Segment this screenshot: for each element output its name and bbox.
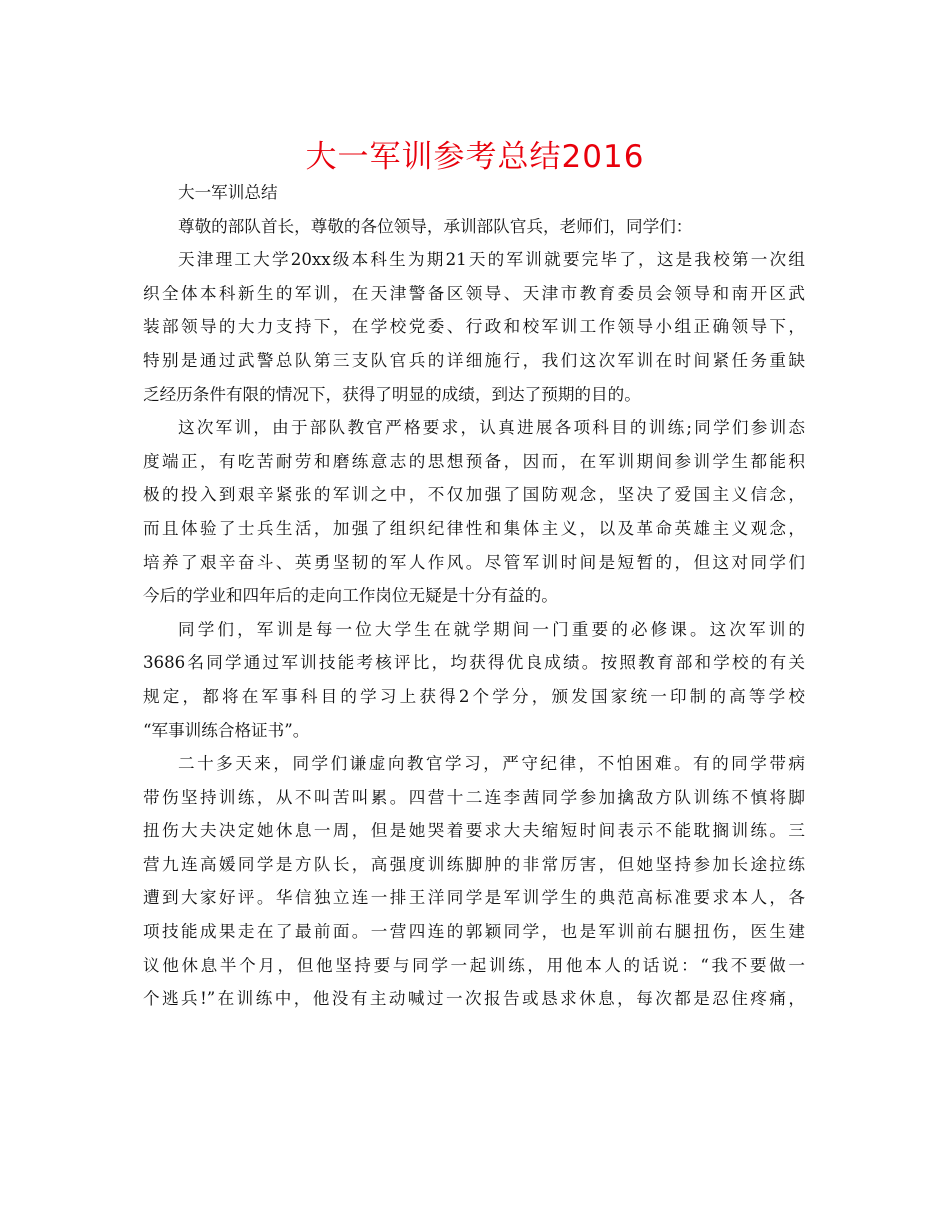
paragraph-line: 二十多天来，同学们谦虚向教官学习，严守纪律，不怕困难。有的同学带病	[178, 754, 805, 774]
paragraph-line: 项技能成果走在了最前面。一营四连的郭颖同学，也是军训前右腿扭伤，医生建	[143, 922, 805, 942]
paragraph-line: 极的投入到艰辛紧张的军训之中，不仅加强了国防观念，坚决了爱国主义信念，	[143, 485, 805, 505]
paragraph-line: 带伤坚持训练，从不叫苦叫累。四营十二连李茜同学参加擒敌方队训练不慎将脚	[143, 787, 805, 807]
paragraph-line: 个逃兵!”在训练中，他没有主动喊过一次报告或恳求休息，每次都是忍住疼痛，	[143, 989, 805, 1009]
document-title: 大一军训参考总结2016	[305, 139, 645, 175]
paragraph-line: 规定，都将在军事科目的学习上获得2个学分，颁发国家统一印制的高等学校	[143, 686, 805, 706]
paragraph-line: 3686名同学通过军训技能考核评比，均获得优良成绩。按照教育部和学校的有关	[143, 653, 805, 673]
paragraph-line: 装部领导的大力支持下，在学校党委、行政和校军训工作领导小组正确领导下，	[143, 317, 805, 337]
paragraph-line: 同学们，军训是每一位大学生在就学期间一门重要的必修课。这次军训的	[178, 619, 805, 639]
paragraph-line: 天津理工大学20xx级本科生为期21天的军训就要完毕了，这是我校第一次组	[178, 250, 805, 270]
paragraph-line: 扭伤大夫决定她休息一周，但是她哭着要求大夫缩短时间表示不能耽搁训练。三	[143, 821, 805, 841]
paragraph-line: 特别是通过武警总队第三支队官兵的详细施行，我们这次军训在时间紧任务重缺	[143, 350, 805, 370]
paragraph-line: 培养了艰辛奋斗、英勇坚韧的军人作风。尽管军训时间是短暂的，但这对同学们	[143, 552, 805, 572]
paragraph-line: 今后的学业和四年后的走向工作岗位无疑是十分有益的。	[143, 586, 558, 606]
paragraph-line: 议他休息半个月，但他坚持要与同学一起训练，用他本人的话说：“我不要做一	[143, 955, 805, 975]
paragraph-line: 这次军训，由于部队教官严格要求，认真进展各项科目的训练;同学们参训态	[178, 418, 805, 438]
paragraph-line: 而且体验了士兵生活，加强了组织纪律性和集体主义，以及革命英雄主义观念，	[143, 518, 805, 538]
paragraph-line: 度端正，有吃苦耐劳和磨练意志的思想预备，因而，在军训期间参训学生都能积	[143, 451, 805, 471]
paragraph-line: “军事训练合格证书”。	[143, 720, 310, 740]
salutation-line: 尊敬的部队首长，尊敬的各位领导，承训部队官兵，老师们，同学们：	[178, 216, 693, 236]
document-body	[143, 176, 805, 1016]
paragraph-line: 遭到大家好评。华信独立连一排王洋同学是军训学生的典范高标准要求本人，各	[143, 888, 805, 908]
paragraph-line: 营九连高媛同学是方队长，高强度训练脚肿的非常厉害，但她坚持参加长途拉练	[143, 854, 805, 874]
paragraph-line: 织全体本科新生的军训，在天津警备区领导、天津市教育委员会领导和南开区武	[143, 283, 805, 303]
paragraph-line: 乏经历条件有限的情况下，获得了明显的成绩，到达了预期的目的。	[143, 384, 641, 404]
section-heading: 大一军训总结	[178, 183, 278, 202]
